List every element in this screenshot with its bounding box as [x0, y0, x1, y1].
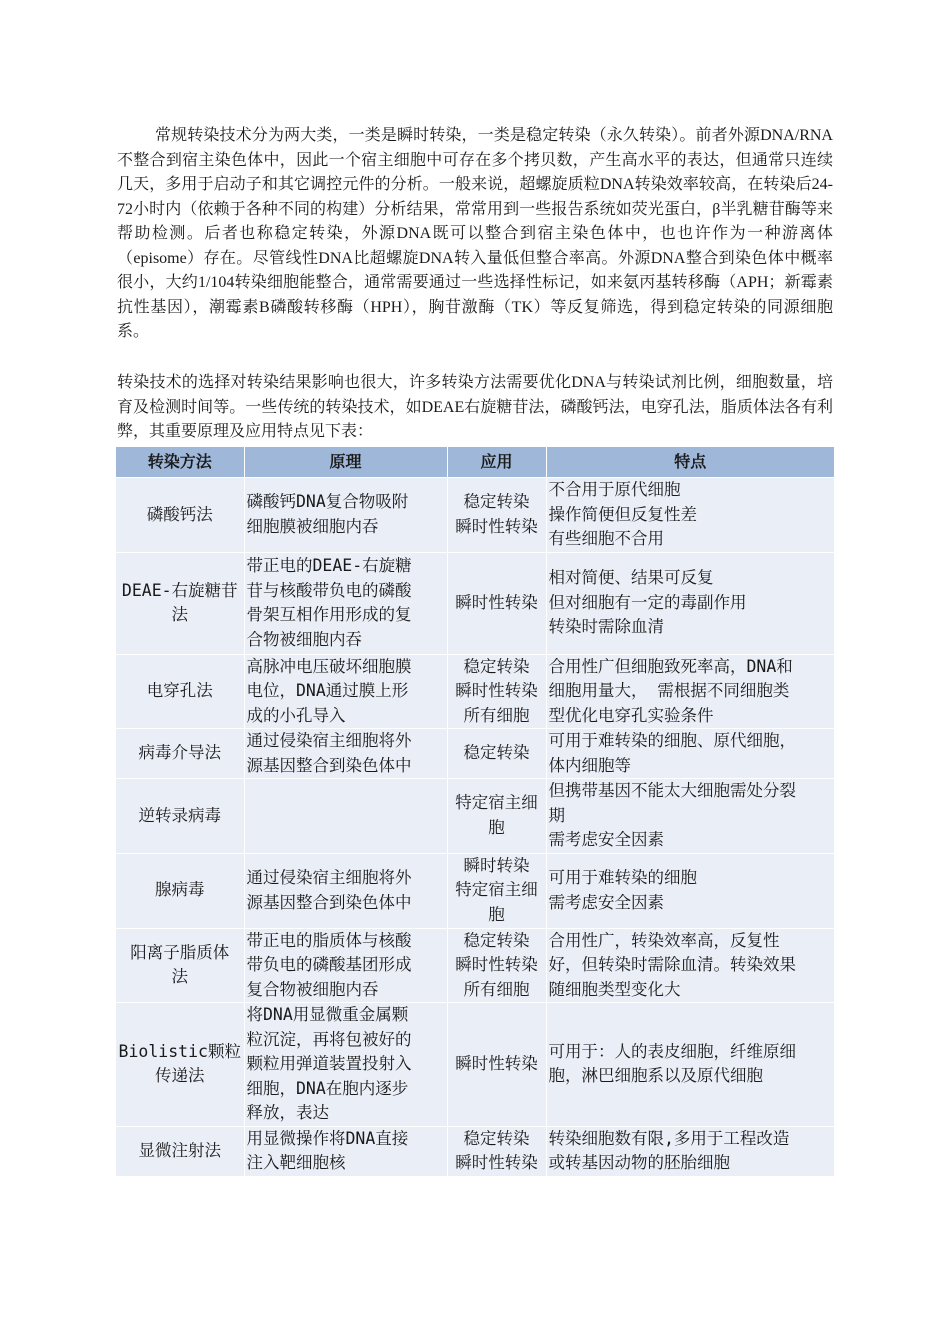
application-cell: [447, 654, 546, 729]
header-application: 应用: [447, 447, 546, 478]
cell-line: 胞，淋巴细胞系以及原代细胞: [548, 1066, 763, 1086]
cell-line: 阳离子脂质体: [130, 942, 230, 962]
cell-line: 稳定转染: [463, 1128, 530, 1148]
table-row: [116, 853, 834, 928]
method-name-cell: [116, 779, 244, 854]
method-name-cell: [116, 552, 244, 654]
principle-cell: [244, 654, 447, 729]
intro-paragraph: 常规转染技术分为两大类，一类是瞬时转染，一类是稳定转染（永久转染）。前者外源DNA/RNA不整合到宿主染色体中，因此一个宿主细胞中可存在多个拷贝数，产生高水平的表达，但通常只连续几天，多用于启动子和其它调控元件的分析。一般来说，超螺旋质粒DNA转染效率较高，在转染后24-72小时内（依赖于各种不同的构建）分析结果，常常用到一些报告系统如荧光蛋白，β半乳糖苷酶等来帮助检测。后者也称稳定转染，外源DNA既可以整合到宿主染色体中，也也许作为一种游离体（episome）存在。尽管线性DNA比超螺旋DNA转入量低但整合率高。外源DNA整合到染色体中概率很小，大约1/104转染细胞能整合，通常需要通过一些选择性标记，如来氨丙基转移酶（APH；新霉素抗性基因），潮霉素B磷酸转移酶（HPH），胸苷激酶（TK）等反复筛选，得到稳定转染的同源细胞系。: [117, 127, 833, 340]
cell-line: 可用于：人的表皮细胞，纤维原细: [548, 1041, 796, 1061]
features-cell: [546, 552, 834, 654]
application-cell: [447, 853, 546, 928]
cell-line: 期: [548, 805, 565, 825]
cell-line: 传递法: [155, 1066, 205, 1086]
cell-line: 随细胞类型变化大: [548, 979, 681, 999]
table-row: [116, 654, 834, 729]
cell-line: 带负电的磷酸基团形成: [246, 955, 412, 974]
cell-line: 逆转录病毒: [138, 805, 221, 825]
principle-cell: [244, 1003, 447, 1127]
cell-line: 源基因整合到染色体中: [246, 892, 412, 912]
cell-line: 高脉冲电压破坏细胞膜: [246, 656, 412, 676]
table-row: [116, 928, 834, 1003]
method-name-cell: [116, 478, 244, 553]
cell-line: 特定宿主细: [455, 880, 538, 900]
cell-line: 需考虑安全因素: [548, 830, 664, 849]
cell-line: 所有细胞: [463, 979, 530, 999]
cell-line: 释放，表达: [246, 1103, 329, 1122]
cell-line: 但携带基因不能太大细胞需处分裂: [548, 781, 796, 800]
cell-line: 瞬时性转染: [455, 1054, 538, 1073]
cell-line: 通过侵染宿主细胞将外: [246, 868, 412, 887]
features-cell: [546, 928, 834, 1003]
cell-line: DEAE-右旋糖苷: [121, 580, 238, 600]
header-features: 特点: [546, 447, 834, 478]
principle-cell: [244, 478, 447, 553]
cell-line: 合物被细胞内吞: [246, 629, 362, 649]
table-row: [116, 552, 834, 654]
cell-line: 不合用于原代细胞: [548, 480, 681, 499]
table-row: [116, 1003, 834, 1127]
cell-line: 苷与核酸带负电的磷酸: [246, 580, 412, 600]
features-cell: [546, 1126, 834, 1176]
cell-line: 瞬时性转染: [455, 681, 538, 700]
cell-line: 细胞膜被细胞内吞: [246, 516, 379, 536]
cell-line: 稳定转染: [463, 930, 530, 950]
cell-line: 胞: [488, 817, 505, 837]
cell-line: 瞬时性转染: [455, 955, 538, 974]
cell-line: 胞: [488, 904, 505, 924]
cell-line: 可用于难转染的细胞: [548, 868, 697, 887]
method-name-cell: [116, 729, 244, 779]
transfection-methods-table: [116, 447, 834, 1176]
cell-line: 需考虑安全因素: [548, 892, 664, 912]
features-cell: [546, 853, 834, 928]
cell-line: 法: [171, 605, 188, 624]
cell-line: 稳定转染: [463, 743, 530, 763]
application-cell: [447, 779, 546, 854]
cell-line: 骨架互相作用形成的复: [246, 605, 412, 624]
table-row: [116, 779, 834, 854]
cell-line: 细胞用量大， 需根据不同细胞类: [548, 681, 790, 700]
cell-line: 转染细胞数有限,多用于工程改造: [548, 1128, 790, 1148]
cell-line: 腺病毒: [155, 880, 205, 900]
cell-line: 特定宿主细: [455, 793, 538, 813]
cell-line: 病毒介导法: [138, 743, 221, 763]
cell-line: 可用于难转染的细胞、原代细胞，: [548, 731, 796, 750]
cell-line: 瞬时性转染: [455, 516, 538, 536]
method-name-cell: [116, 1126, 244, 1176]
application-cell: [447, 1126, 546, 1176]
cell-line: 合用性广，转染效率高，反复性: [548, 930, 780, 950]
header-method: 转染方法: [116, 447, 244, 478]
header-principle: 原理: [244, 447, 447, 478]
cell-line: 细胞，DNA在胞内逐步: [246, 1078, 409, 1098]
method-name-cell: [116, 853, 244, 928]
table-row: [116, 478, 834, 553]
cell-line: 注入靶细胞核: [246, 1153, 346, 1173]
cell-line: 型优化电穿孔实验条件: [548, 705, 714, 725]
cell-line: Biolistic颗粒: [118, 1041, 241, 1061]
cell-line: 复合物被细胞内吞: [246, 979, 379, 999]
cell-line: 颗粒用弹道装置投射入: [246, 1054, 412, 1073]
method-name-cell: [116, 1003, 244, 1127]
table-row: [116, 729, 834, 779]
cell-line: 显微注射法: [138, 1141, 221, 1160]
features-cell: [546, 654, 834, 729]
cell-line: 源基因整合到染色体中: [246, 755, 412, 775]
principle-cell: [244, 729, 447, 779]
cell-line: 通过侵染宿主细胞将外: [246, 731, 412, 750]
cell-line: 粒沉淀，再将包被好的: [246, 1029, 412, 1049]
cell-line: 磷酸钙法: [146, 504, 213, 524]
cell-line: 但对细胞有一定的毒副作用: [548, 592, 747, 612]
principle-cell: [244, 928, 447, 1003]
features-cell: [546, 779, 834, 854]
cell-line: 转染时需除血清: [548, 617, 664, 637]
cell-line: 电位，DNA通过膜上形: [246, 681, 409, 700]
application-cell: [447, 478, 546, 553]
cell-line: 稳定转染: [463, 656, 530, 676]
cell-line: 法: [171, 967, 188, 987]
cell-line: 有些细胞不合用: [548, 529, 664, 548]
method-name-cell: [116, 928, 244, 1003]
cell-line: 瞬时性转染: [455, 592, 538, 612]
cell-line: 体内细胞等: [548, 755, 631, 775]
cell-line: 相对简便、结果可反复: [548, 568, 714, 588]
principle-cell: [244, 853, 447, 928]
application-cell: [447, 552, 546, 654]
principle-cell: [244, 779, 447, 854]
cell-line: 用显微操作将DNA直接: [246, 1128, 409, 1148]
features-cell: [546, 1003, 834, 1127]
application-cell: [447, 1003, 546, 1127]
principle-cell: [244, 1126, 447, 1176]
principle-cell: [244, 552, 447, 654]
features-cell: [546, 729, 834, 779]
cell-line: 瞬时性转染: [455, 1153, 538, 1173]
method-selection-paragraph: 转染技术的选择对转染结果影响也很大，许多转染方法需要优化DNA与转染试剂比例，细胞数量，培育及检测时间等。一些传统的转染技术，如DEAE右旋糖苷法，磷酸钙法，电穿孔法，脂质体法各有利弊，其重要原理及应用特点见下表：: [117, 374, 833, 440]
application-cell: [447, 729, 546, 779]
cell-line: 将DNA用显微重金属颗: [246, 1005, 409, 1024]
cell-line: 合用性广但细胞致死率高，DNA和: [548, 656, 793, 676]
features-cell: [546, 478, 834, 553]
cell-line: 或转基因动物的胚胎细胞: [548, 1153, 730, 1173]
cell-line: 带正电的DEAE-右旋糖: [246, 556, 412, 575]
cell-line: 磷酸钙DNA复合物吸附: [246, 492, 409, 512]
cell-line: 电穿孔法: [146, 681, 213, 700]
cell-line: 稳定转染: [463, 492, 530, 512]
cell-line: 成的小孔导入: [246, 705, 346, 725]
cell-line: 瞬时转染: [463, 855, 530, 875]
cell-line: 所有细胞: [463, 705, 530, 725]
application-cell: [447, 928, 546, 1003]
cell-line: 操作简便但反复性差: [548, 504, 697, 524]
cell-line: 带正电的脂质体与核酸: [246, 930, 412, 950]
table-body: [116, 478, 834, 1177]
method-name-cell: [116, 654, 244, 729]
cell-line: 好，但转染时需除血清。转染效果: [548, 955, 796, 974]
table-header-row: [116, 447, 834, 478]
table-row: [116, 1126, 834, 1176]
